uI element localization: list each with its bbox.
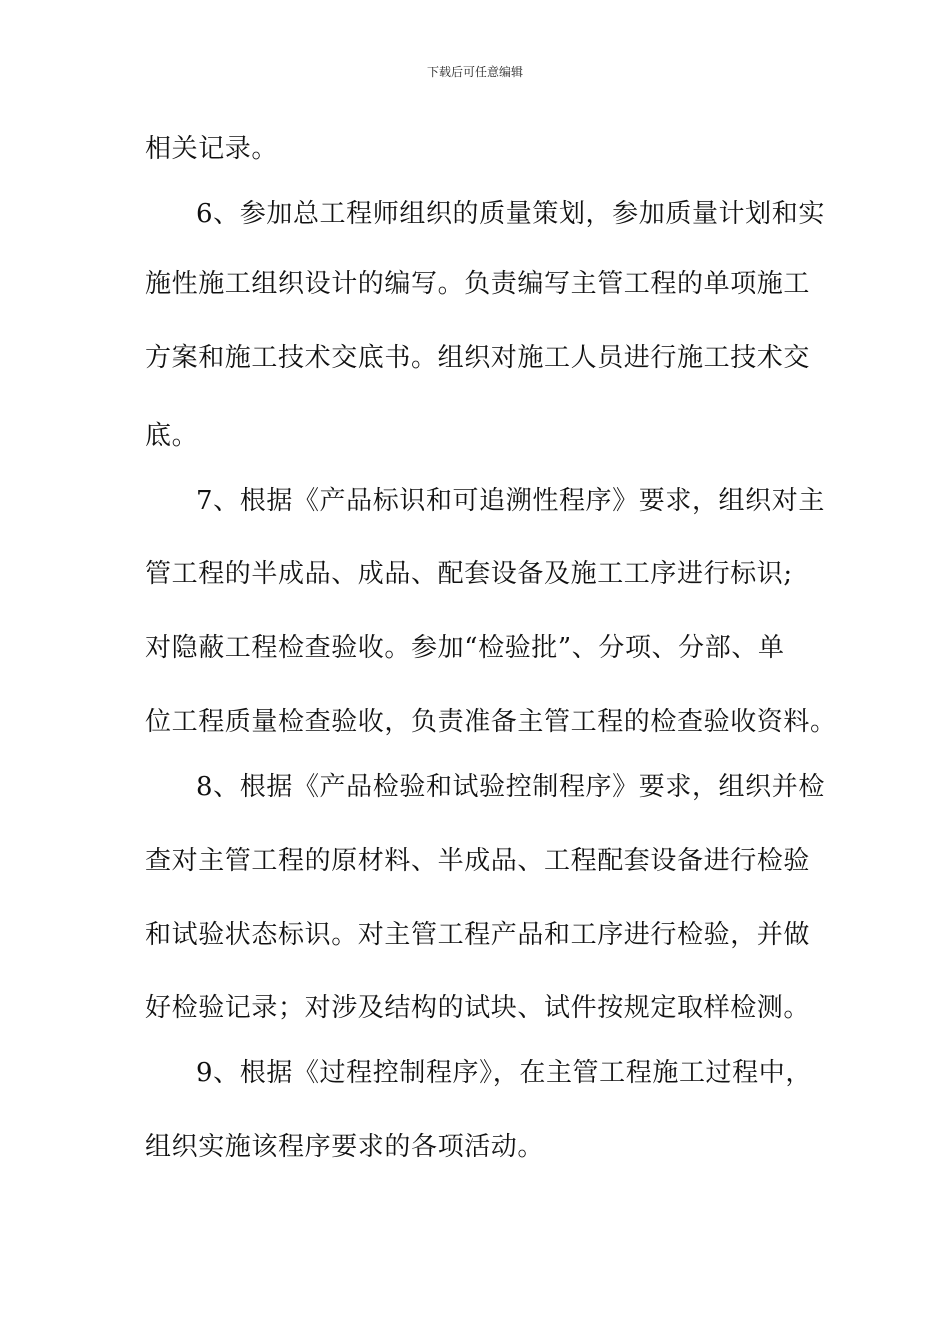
text-line: 好检验记录；对涉及结构的试块、试件按规定取样检测。 xyxy=(145,993,811,1023)
text-line: 管工程的半成品、成品、配套设备及施工工序进行标识; xyxy=(145,559,793,589)
text-line: 底。 xyxy=(145,421,199,451)
text-line: 位工程质量检查验收，负责准备主管工程的检查验收资料。 xyxy=(145,707,837,737)
text-line: 方案和施工技术交底书。组织对施工人员进行施工技术交 xyxy=(145,343,811,373)
paragraph-7-first-line: 7、根据《产品标识和可追溯性程序》要求，组织对主 xyxy=(196,486,825,516)
page-header: 下载后可任意编辑 xyxy=(426,65,523,79)
paragraph-6-first-line: 6、参加总工程师组织的质量策划，参加质量计划和实 xyxy=(196,199,825,229)
text-line: 施性施工组织设计的编写。负责编写主管工程的单项施工 xyxy=(145,269,811,299)
text-line: 相关记录。 xyxy=(145,134,279,164)
text-line: 和试验状态标识。对主管工程产品和工序进行检验，并做 xyxy=(145,920,811,950)
paragraph-8-first-line: 8、根据《产品检验和试验控制程序》要求，组织并检 xyxy=(196,772,825,802)
paragraph-9-first-line: 9、根据《过程控制程序》，在主管工程施工过程中， xyxy=(196,1058,812,1088)
text-line: 查对主管工程的原材料、半成品、工程配套设备进行检验 xyxy=(145,846,811,876)
text-line: 对隐蔽工程检查验收。参加“检验批”、分项、分部、单 xyxy=(145,633,785,663)
text-line: 组织实施该程序要求的各项活动。 xyxy=(145,1132,545,1162)
